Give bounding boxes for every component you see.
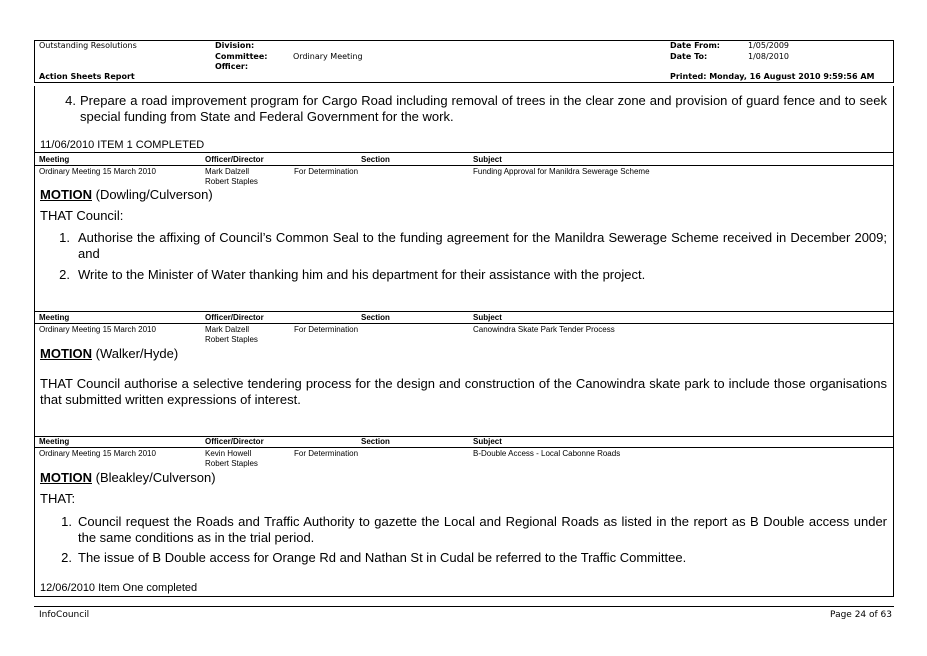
item-number: 1. <box>61 514 72 529</box>
motion-intro: THAT Council: <box>40 208 124 223</box>
motion-heading <box>40 187 213 203</box>
item-text: Authorise the affixing of Council’s Common Seal to the funding agreement for the Manildra Sewerage Scheme received in December 2009; and <box>78 230 887 261</box>
footer-app-name: InfoCouncil <box>39 610 90 620</box>
completion-note: 11/06/2010 ITEM 1 COMPLETED <box>40 139 205 151</box>
col-header-meeting: Meeting <box>39 313 70 322</box>
item-text: Write to the Minister of Water thanking him and his department for their assistance with the project. <box>78 267 646 282</box>
motion-label: MOTION <box>40 470 92 485</box>
date-to-value: 1/08/2010 <box>748 52 790 61</box>
item-number: 2. <box>61 550 72 565</box>
date-from-label: Date From: <box>670 41 721 50</box>
date-to-label: Date To: <box>670 52 708 61</box>
motion-label: MOTION <box>40 187 92 202</box>
page-number: Page 24 of 63 <box>830 610 892 620</box>
record-meeting: Ordinary Meeting 15 March 2010 <box>39 325 156 334</box>
col-header-section: Section <box>361 155 390 164</box>
motion-movers: (Dowling/Culverson) <box>92 187 213 202</box>
committee-label: Committee: <box>215 52 268 61</box>
division-label: Division: <box>215 41 255 50</box>
record-officer: Mark Dalzell <box>205 167 250 176</box>
report-type: Action Sheets Report <box>39 72 135 81</box>
printed-label: Printed: <box>670 72 707 81</box>
record-director: Robert Staples <box>205 177 258 186</box>
committee-value: Ordinary Meeting <box>293 52 363 61</box>
printed-value: Monday, 16 August 2010 9:59:56 AM <box>709 72 875 81</box>
col-header-subject: Subject <box>473 155 502 164</box>
record-section: For Determination <box>294 325 359 334</box>
motion-text: THAT Council authorise a selective tendering process for the design and construction of the Canowindra skate park to include those organisations that submitted written expressions of interest. <box>40 376 887 407</box>
item-text: The issue of B Double access for Orange Rd and Nathan St in Cudal be referred to the Traffic Committee. <box>78 550 687 565</box>
record-officer: Mark Dalzell <box>205 325 250 334</box>
motion-label: MOTION <box>40 346 92 361</box>
col-header-section: Section <box>361 313 390 322</box>
col-header-section: Section <box>361 437 390 446</box>
motion-intro: THAT: <box>40 491 76 506</box>
completion-note: 12/06/2010 Item One completed <box>40 582 198 594</box>
record-meeting: Ordinary Meeting 15 March 2010 <box>39 449 156 458</box>
item-number: 2. <box>59 267 70 282</box>
record-subject: Funding Approval for Manildra Sewerage Scheme <box>473 167 650 176</box>
officer-label: Officer: <box>215 62 249 71</box>
col-header-subject: Subject <box>473 437 502 446</box>
motion-heading <box>40 346 178 362</box>
record-section: For Determination <box>294 167 359 176</box>
col-header-officer: Officer/Director <box>205 437 264 446</box>
col-header-officer: Officer/Director <box>205 313 264 322</box>
col-header-meeting: Meeting <box>39 437 70 446</box>
record-subject: Canowindra Skate Park Tender Process <box>473 325 615 334</box>
col-header-meeting: Meeting <box>39 155 70 164</box>
item-text: Council request the Roads and Traffic Authority to gazette the Local and Regional Roads as listed in the report as B Double access under the same conditions as in the trial period. <box>78 514 887 545</box>
record-meeting: Ordinary Meeting 15 March 2010 <box>39 167 156 176</box>
motion-movers: (Walker/Hyde) <box>92 346 179 361</box>
printed-stamp <box>670 72 874 82</box>
record-subject: B-Double Access - Local Cabonne Roads <box>473 449 621 458</box>
motion-heading <box>40 470 216 486</box>
item-text: Prepare a road improvement program for Cargo Road including removal of trees in the clear zone and provision of guard fence and to seek special funding from State and Federal Government for the work. <box>80 93 887 124</box>
record-officer: Kevin Howell <box>205 449 252 458</box>
date-from-value: 1/05/2009 <box>748 41 790 50</box>
continued-resolution <box>34 93 894 127</box>
record-director: Robert Staples <box>205 335 258 344</box>
motion-movers: (Bleakley/Culverson) <box>92 470 216 485</box>
col-header-subject: Subject <box>473 313 502 322</box>
record-director: Robert Staples <box>205 459 258 468</box>
item-number: 4. <box>65 93 76 108</box>
col-header-officer: Officer/Director <box>205 155 264 164</box>
report-name: Outstanding Resolutions <box>39 41 137 50</box>
item-number: 1. <box>59 230 70 245</box>
record-section: For Determination <box>294 449 359 458</box>
